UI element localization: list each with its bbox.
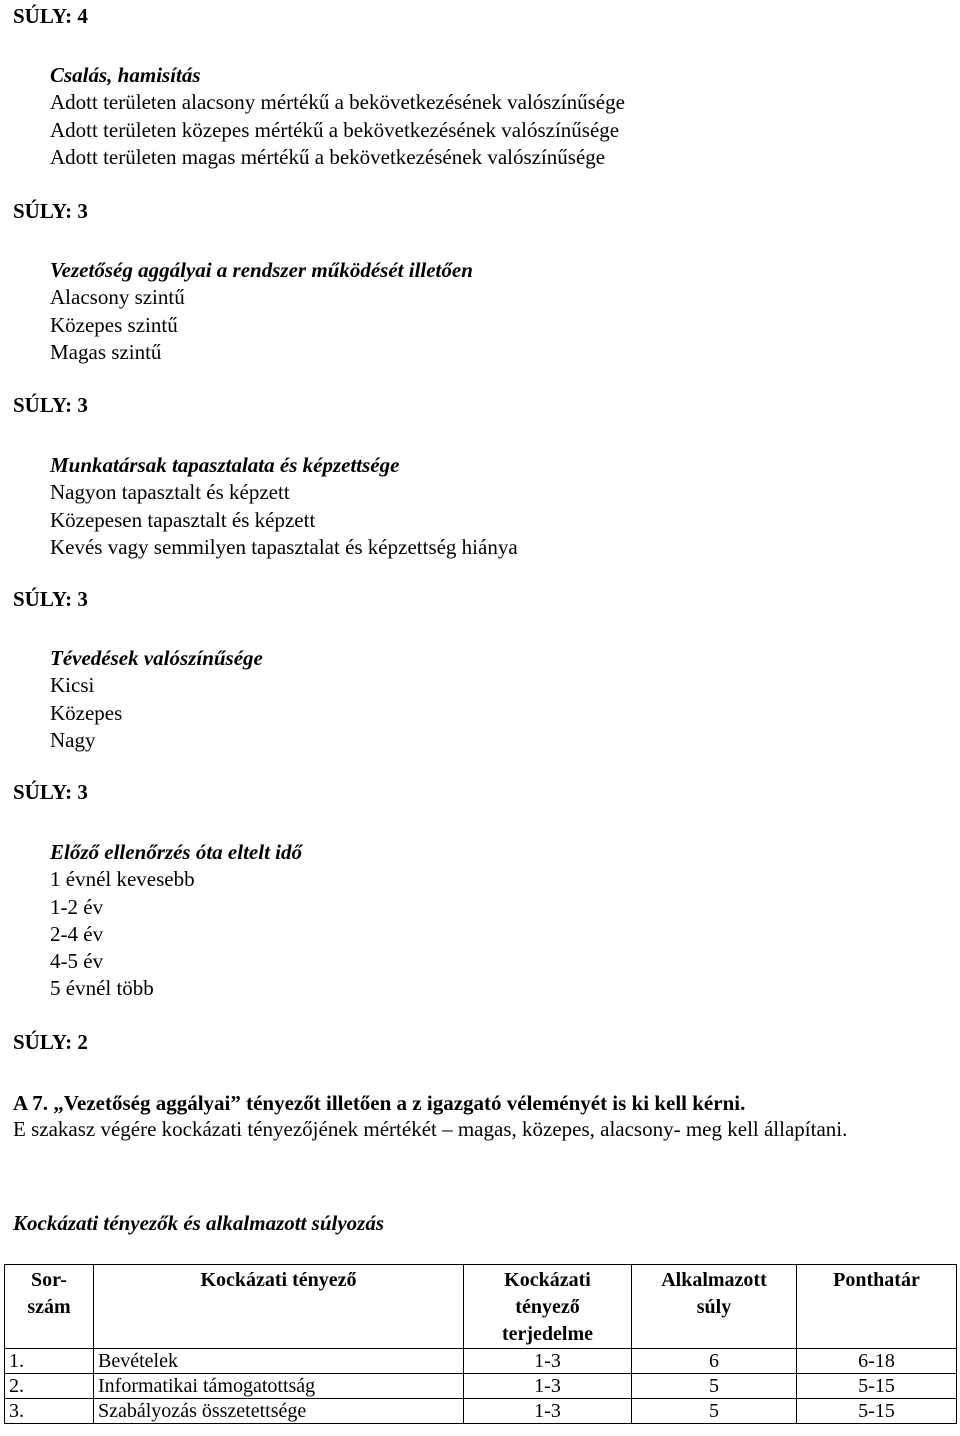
table-title: Kockázati tényezők és alkalmazott súlyozás xyxy=(13,1211,385,1235)
table-cell: 3. xyxy=(5,1399,94,1424)
header-cell: Kockázati tényező xyxy=(94,1265,464,1349)
section-heading: Tévedések valószínűsége xyxy=(50,646,263,670)
section-heading: Előző ellenőrzés óta eltelt idő xyxy=(50,840,302,864)
note-line: E szakasz végére kockázati tényezőjének mértékét – magas, közepes, alacsony- meg kell állapítani. xyxy=(13,1117,848,1141)
option-item: Közepesen tapasztalt és képzett xyxy=(50,507,316,532)
option-item: Kicsi xyxy=(50,673,95,698)
weight-label-top: SÚLY: 4 xyxy=(13,4,88,28)
option-item: Nagy xyxy=(50,727,96,752)
section-heading: Munkatársak tapasztalata és képzettsége xyxy=(50,453,400,477)
risk-factor-table xyxy=(4,1264,957,1424)
table-cell: 1-3 xyxy=(464,1349,632,1374)
option-item: Nagyon tapasztalt és képzett xyxy=(50,480,290,505)
note-bold-line: A 7. „Vezetőség aggályai” tényezőt illetően a z igazgató véleményét is ki kell kérni. xyxy=(13,1091,746,1115)
table-cell: Informatikai támogatottság xyxy=(94,1374,464,1399)
table-row xyxy=(5,1399,957,1424)
option-item: Kevés vagy semmilyen tapasztalat és képzettség hiánya xyxy=(50,534,518,559)
option-item: 4-5 év xyxy=(50,949,104,974)
table-cell: 2. xyxy=(5,1374,94,1399)
option-item: 1 évnél kevesebb xyxy=(50,867,195,892)
weight-label: SÚLY: 3 xyxy=(13,199,88,223)
table-cell: 1. xyxy=(5,1349,94,1374)
section-heading: Vezetőség aggályai a rendszer működését illetően xyxy=(50,258,473,282)
section-fraud xyxy=(50,62,625,171)
option-item: Magas szintű xyxy=(50,339,162,364)
option-item: Közepes xyxy=(50,700,123,725)
weight-label: SÚLY: 2 xyxy=(13,1030,88,1054)
table-cell: 6 xyxy=(632,1349,797,1374)
header-cell: Ponthatár xyxy=(797,1265,957,1349)
option-item: 2-4 év xyxy=(50,921,104,946)
table-cell: 1-3 xyxy=(464,1399,632,1424)
section-management-concerns xyxy=(50,257,473,366)
table-cell: 5 xyxy=(632,1374,797,1399)
table-cell: 1-3 xyxy=(464,1374,632,1399)
header-cell: Alkalmazott súly xyxy=(632,1265,797,1349)
option-item: Közepes szintű xyxy=(50,312,178,337)
option-item: Adott területen alacsony mértékű a bekövetkezésének valószínűsége xyxy=(50,90,625,115)
header-cell: Kockázati tényező terjedelme xyxy=(464,1265,632,1349)
section-time-since-audit xyxy=(50,839,302,1003)
table-cell: 5-15 xyxy=(797,1374,957,1399)
option-item: Adott területen közepes mértékű a bekövetkezésének valószínűsége xyxy=(50,117,620,142)
note xyxy=(13,1090,847,1142)
option-item: Alacsony szintű xyxy=(50,285,185,310)
table-row xyxy=(5,1374,957,1399)
table-cell: 6-18 xyxy=(797,1349,957,1374)
option-item: Adott területen magas mértékű a bekövetkezésének valószínűsége xyxy=(50,144,606,169)
section-heading: Csalás, hamisítás xyxy=(50,63,201,87)
weight-label: SÚLY: 3 xyxy=(13,587,88,611)
header-cell: Sor- szám xyxy=(5,1265,94,1349)
table-row xyxy=(5,1349,957,1374)
table-cell: 5-15 xyxy=(797,1399,957,1424)
table-cell: Szabályozás összetettsége xyxy=(94,1399,464,1424)
section-error-probability xyxy=(50,645,263,754)
section-staff-experience xyxy=(50,452,518,561)
option-item: 1-2 év xyxy=(50,894,104,919)
table-cell: Bevételek xyxy=(94,1349,464,1374)
table-header-row xyxy=(5,1265,957,1349)
table-cell: 5 xyxy=(632,1399,797,1424)
option-item: 5 évnél több xyxy=(50,976,154,1001)
weight-label: SÚLY: 3 xyxy=(13,393,88,417)
weight-label: SÚLY: 3 xyxy=(13,780,88,804)
